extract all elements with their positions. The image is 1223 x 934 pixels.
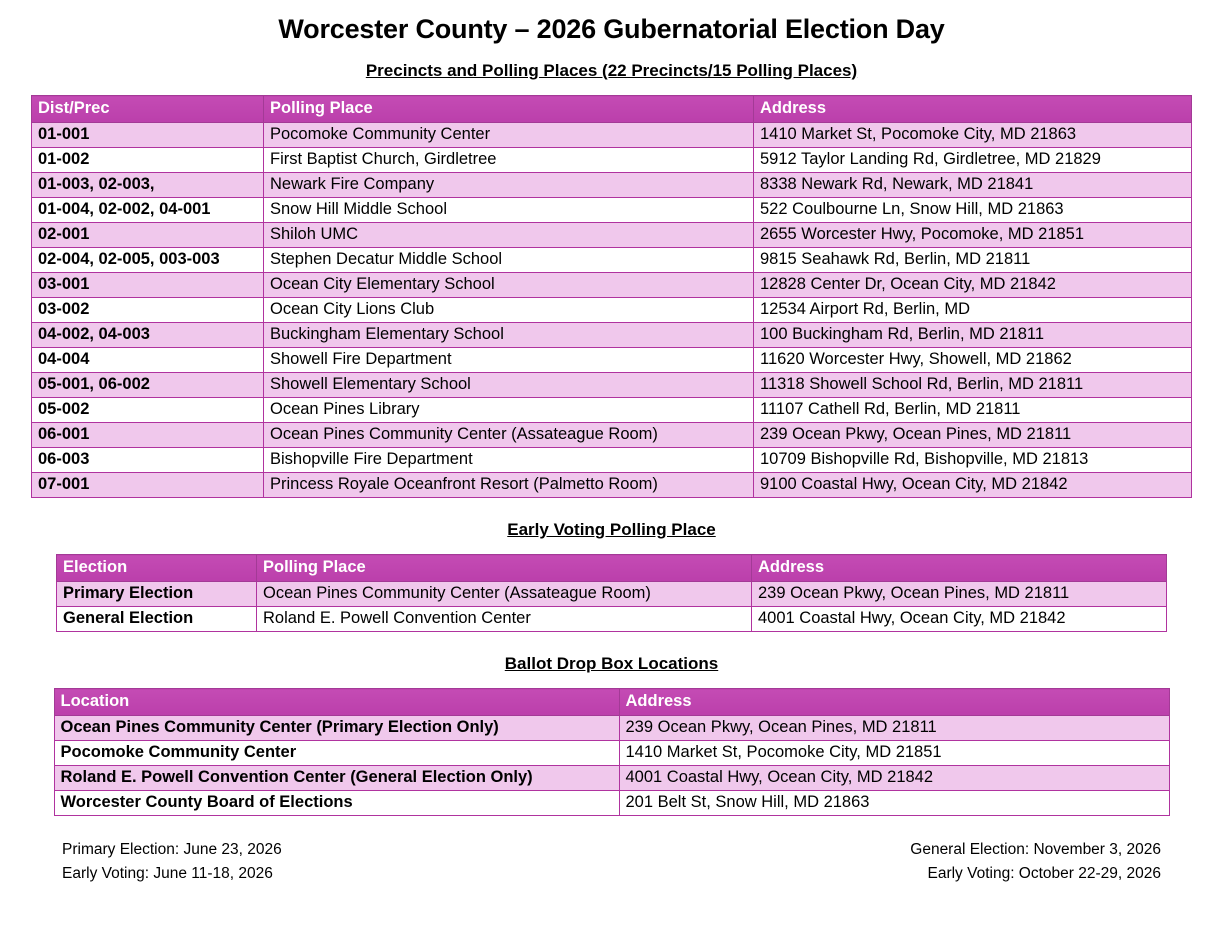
cell-address: 11318 Showell School Rd, Berlin, MD 21811 (754, 373, 1192, 398)
table-row (32, 323, 1192, 348)
precincts-section-heading: Precincts and Polling Places (22 Precincts/15 Polling Places) (365, 61, 858, 80)
cell-polling-place: Pocomoke Community Center (264, 123, 754, 148)
cell-election: Primary Election (57, 582, 257, 607)
page-title: Worcester County – 2026 Gubernatorial Election Day (278, 14, 945, 44)
cell-polling-place: Princess Royale Oceanfront Resort (Palmetto Room) (264, 473, 754, 498)
general-early-voting-dates: Early Voting: October 22-29, 2026 (927, 865, 1161, 883)
early-voting-section-heading: Early Voting Polling Place (507, 520, 716, 539)
table-row (32, 448, 1192, 473)
cell-dist-prec: 06-001 (32, 423, 264, 448)
cell-dist-prec: 05-002 (32, 398, 264, 423)
footer-left (62, 838, 282, 886)
table-row (32, 348, 1192, 373)
cell-polling-place: Ocean Pines Library (264, 398, 754, 423)
cell-polling-place: Ocean Pines Community Center (Assateague Room) (264, 423, 754, 448)
cell-polling-place: Shiloh UMC (264, 223, 754, 248)
cell-dist-prec: 01-002 (32, 148, 264, 173)
cell-polling-place: Newark Fire Company (264, 173, 754, 198)
cell-dist-prec: 06-003 (32, 448, 264, 473)
cell-dist-prec: 02-001 (32, 223, 264, 248)
drop-box-table-body (54, 716, 1169, 816)
cell-polling-place: Roland E. Powell Convention Center (257, 607, 752, 632)
cell-address: 8338 Newark Rd, Newark, MD 21841 (754, 173, 1192, 198)
footer-right (910, 838, 1161, 886)
table-row (32, 273, 1192, 298)
primary-election-date: Primary Election: June 23, 2026 (62, 841, 282, 858)
cell-polling-place: Bishopville Fire Department (264, 448, 754, 473)
table-row (32, 123, 1192, 148)
cell-polling-place: Ocean Pines Community Center (Assateague Room) (257, 582, 752, 607)
cell-address: 1410 Market St, Pocomoke City, MD 21851 (619, 741, 1169, 766)
early-voting-table-body (57, 582, 1167, 632)
table-row (57, 582, 1167, 607)
table-row (32, 223, 1192, 248)
table-row (32, 298, 1192, 323)
cell-address: 10709 Bishopville Rd, Bishopville, MD 21813 (754, 448, 1192, 473)
table-row (54, 716, 1169, 741)
cell-dist-prec: 05-001, 06-002 (32, 373, 264, 398)
cell-dist-prec: 03-002 (32, 298, 264, 323)
cell-address: 12828 Center Dr, Ocean City, MD 21842 (754, 273, 1192, 298)
cell-address: 239 Ocean Pkwy, Ocean Pines, MD 21811 (754, 423, 1192, 448)
cell-location: Pocomoke Community Center (54, 741, 619, 766)
cell-address: 522 Coulbourne Ln, Snow Hill, MD 21863 (754, 198, 1192, 223)
cell-address: 239 Ocean Pkwy, Ocean Pines, MD 21811 (752, 582, 1167, 607)
cell-polling-place: Ocean City Lions Club (264, 298, 754, 323)
precinct-table-body (32, 123, 1192, 498)
table-row (32, 423, 1192, 448)
table-row (32, 198, 1192, 223)
cell-address: 12534 Airport Rd, Berlin, MD (754, 298, 1192, 323)
cell-address: 11107 Cathell Rd, Berlin, MD 21811 (754, 398, 1192, 423)
table-row (32, 148, 1192, 173)
cell-polling-place: Stephen Decatur Middle School (264, 248, 754, 273)
cell-dist-prec: 04-004 (32, 348, 264, 373)
cell-polling-place: Buckingham Elementary School (264, 323, 754, 348)
table-row (32, 173, 1192, 198)
precinct-polling-places-table (31, 95, 1192, 498)
table-row (32, 473, 1192, 498)
ballot-drop-box-table (54, 688, 1170, 816)
general-election-date: General Election: November 3, 2026 (910, 841, 1161, 858)
cell-polling-place: First Baptist Church, Girdletree (264, 148, 754, 173)
column-header-address: Address (619, 689, 1169, 716)
column-header-address: Address (754, 96, 1192, 123)
cell-address: 4001 Coastal Hwy, Ocean City, MD 21842 (619, 766, 1169, 791)
table-row (54, 741, 1169, 766)
cell-address: 11620 Worcester Hwy, Showell, MD 21862 (754, 348, 1192, 373)
cell-address: 9100 Coastal Hwy, Ocean City, MD 21842 (754, 473, 1192, 498)
column-header-address: Address (752, 555, 1167, 582)
cell-address: 100 Buckingham Rd, Berlin, MD 21811 (754, 323, 1192, 348)
table-row (32, 373, 1192, 398)
table-row (32, 398, 1192, 423)
table-header-row (57, 555, 1167, 582)
cell-dist-prec: 03-001 (32, 273, 264, 298)
column-header-location: Location (54, 689, 619, 716)
cell-polling-place: Ocean City Elementary School (264, 273, 754, 298)
footer-dates (0, 838, 1223, 898)
column-header-election: Election (57, 555, 257, 582)
table-row (54, 791, 1169, 816)
cell-dist-prec: 04-002, 04-003 (32, 323, 264, 348)
cell-address: 239 Ocean Pkwy, Ocean Pines, MD 21811 (619, 716, 1169, 741)
cell-dist-prec: 01-001 (32, 123, 264, 148)
cell-location: Ocean Pines Community Center (Primary Election Only) (54, 716, 619, 741)
cell-dist-prec: 01-003, 02-003, (32, 173, 264, 198)
primary-early-voting-dates: Early Voting: June 11-18, 2026 (62, 865, 273, 883)
cell-address: 2655 Worcester Hwy, Pocomoke, MD 21851 (754, 223, 1192, 248)
cell-address: 1410 Market St, Pocomoke City, MD 21863 (754, 123, 1192, 148)
cell-polling-place: Showell Elementary School (264, 373, 754, 398)
column-header-polling-place: Polling Place (257, 555, 752, 582)
cell-address: 201 Belt St, Snow Hill, MD 21863 (619, 791, 1169, 816)
cell-location: Worcester County Board of Elections (54, 791, 619, 816)
cell-address: 4001 Coastal Hwy, Ocean City, MD 21842 (752, 607, 1167, 632)
early-voting-table (56, 554, 1167, 632)
cell-address: 5912 Taylor Landing Rd, Girdletree, MD 21829 (754, 148, 1192, 173)
cell-address: 9815 Seahawk Rd, Berlin, MD 21811 (754, 248, 1192, 273)
cell-dist-prec: 02-004, 02-005, 003-003 (32, 248, 264, 273)
cell-dist-prec: 07-001 (32, 473, 264, 498)
cell-polling-place: Showell Fire Department (264, 348, 754, 373)
drop-box-section-heading: Ballot Drop Box Locations (504, 654, 719, 673)
table-header-row (32, 96, 1192, 123)
table-row (57, 607, 1167, 632)
cell-location: Roland E. Powell Convention Center (General Election Only) (54, 766, 619, 791)
table-row (32, 248, 1192, 273)
cell-polling-place: Snow Hill Middle School (264, 198, 754, 223)
table-header-row (54, 689, 1169, 716)
cell-dist-prec: 01-004, 02-002, 04-001 (32, 198, 264, 223)
column-header-dist-prec: Dist/Prec (32, 96, 264, 123)
table-row (54, 766, 1169, 791)
column-header-polling-place: Polling Place (264, 96, 754, 123)
cell-election: General Election (57, 607, 257, 632)
